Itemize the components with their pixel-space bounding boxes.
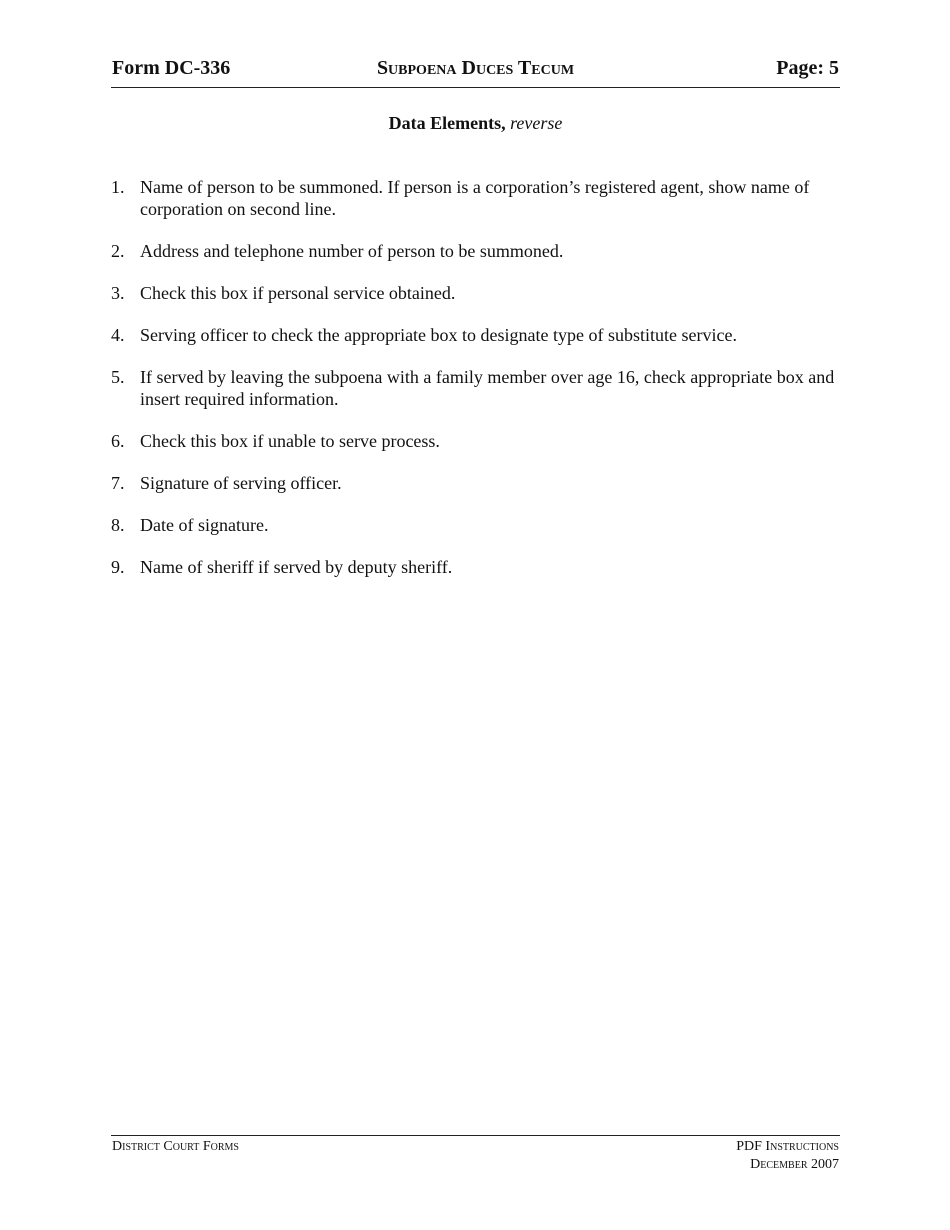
item-number: 6.	[111, 431, 125, 451]
list-item	[111, 472, 840, 494]
footer-right-block	[736, 1138, 839, 1174]
section-title-qualifier: reverse	[510, 113, 563, 133]
section-title-main: Data Elements,	[388, 113, 506, 133]
item-text: Signature of serving officer.	[140, 473, 342, 493]
item-text: Name of person to be summoned. If person is a corporation’s registered agent, show name of corporation on second line.	[140, 177, 810, 219]
data-elements-list	[111, 176, 840, 598]
item-text: Name of sheriff if served by deputy sheriff.	[140, 557, 453, 577]
item-text: Check this box if personal service obtained.	[140, 283, 456, 303]
list-item	[111, 366, 840, 410]
page-number: Page: 5	[776, 57, 839, 79]
page-footer	[111, 1135, 840, 1172]
item-text: Address and telephone number of person to be summoned.	[140, 241, 564, 261]
list-item	[111, 324, 840, 346]
item-number: 2.	[111, 241, 125, 261]
item-number: 4.	[111, 325, 125, 345]
footer-right-line2: December 2007	[750, 1157, 839, 1172]
section-title	[111, 112, 840, 134]
list-item	[111, 430, 840, 452]
item-text: Serving officer to check the appropriate box to designate type of substitute service.	[140, 325, 737, 345]
footer-left-text: District Court Forms	[112, 1139, 239, 1154]
list-item	[111, 240, 840, 262]
list-item	[111, 282, 840, 304]
item-text: Check this box if unable to serve process.	[140, 431, 440, 451]
list-item	[111, 556, 840, 578]
item-number: 8.	[111, 515, 125, 535]
footer-right-line1: PDF Instructions	[736, 1139, 839, 1154]
page-header	[111, 56, 840, 88]
item-number: 9.	[111, 557, 125, 577]
item-number: 7.	[111, 473, 125, 493]
item-text: If served by leaving the subpoena with a family member over age 16, check appropriate box and insert required information.	[140, 367, 835, 409]
form-title: Subpoena Duces Tecum	[376, 57, 575, 79]
item-number: 3.	[111, 283, 125, 303]
item-number: 1.	[111, 177, 125, 197]
form-number: Form DC-336	[112, 57, 231, 79]
item-text: Date of signature.	[140, 515, 269, 535]
list-item	[111, 176, 840, 220]
item-number: 5.	[111, 367, 125, 387]
list-item	[111, 514, 840, 536]
